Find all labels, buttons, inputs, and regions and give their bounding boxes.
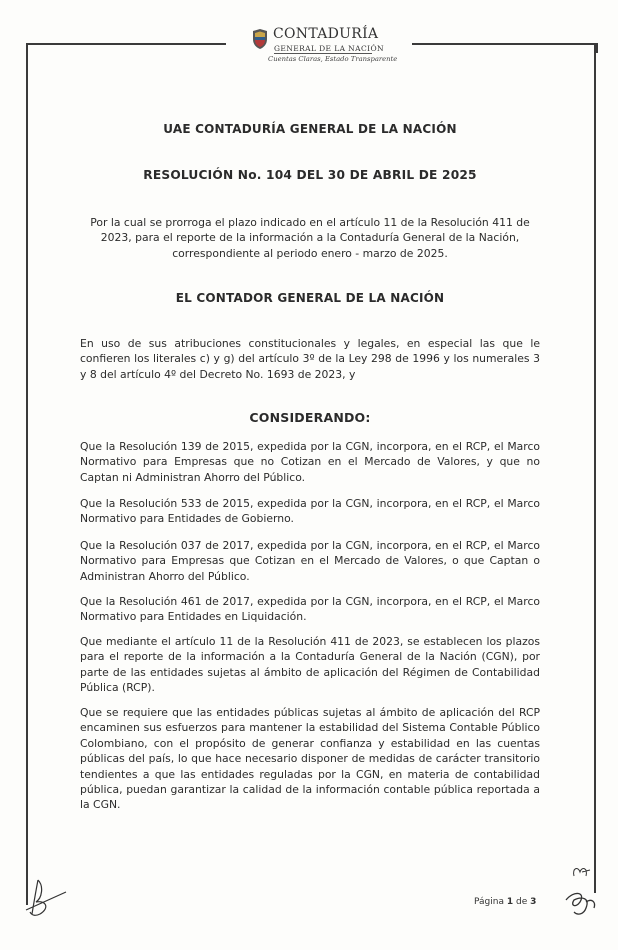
page-number [474,897,536,907]
consideration-paragraph: Que se requiere que las entidades públicas sujetas al ámbito de aplicación del RCP encaminen sus esfuerzos para mantener la estabilidad del Sistema Contable Público Colombiano, con el propósito de generar confianza y estabilidad en las cuentas públicas del país, lo que hace necesario disponer de medidas de carácter transitorio tendientes a que las entidades reguladas por la CGN, en materia de contabilidad pública, puedan garantizar la calidad de la información contable pública reportada a la CGN. [80,706,540,812]
consideration-paragraph: Que la Resolución 533 de 2015, expedida por la CGN, incorpora, en el RCP, el Marco Normativo para Entidades de Gobierno. [80,497,540,526]
frame-corner-top-right [412,43,598,53]
initials-left-signature [22,872,72,922]
initials-right-signature [556,862,606,922]
page-total: 3 [530,897,537,907]
frame-corner-top-left [26,43,226,53]
cgn-logo [246,24,398,68]
entity-heading: UAE CONTADURÍA GENERAL DE LA NACIÓN [163,122,457,136]
consideration-paragraph: Que la Resolución 461 de 2017, expedida por la CGN, incorpora, en el RCP, el Marco Normativo para Entidades en Liquidación. [80,595,540,624]
frame-line-left [26,43,28,905]
consideration-paragraph: Que la Resolución 139 de 2015, expedida por la CGN, incorpora, en el RCP, el Marco Normativo para Empresas que no Cotizan en el Mercado de Valores, y que no Captan ni Administran Ahorro del Público. [80,440,540,484]
consideration-paragraph: Que la Resolución 037 de 2017, expedida por la CGN, incorpora, en el RCP, el Marco Normativo para Empresas que Cotizan en el Mercado de Valores, o que Captan o Administran Ahorro del Público. [80,539,540,583]
resolution-purpose: Por la cual se prorroga el plazo indicado en el artículo 11 de la Resolución 411 de 2023, para el reporte de la información a la Contaduría General de la Nación, correspondiente al periodo enero - marzo de 2025. [90,216,530,260]
considerando-heading: CONSIDERANDO: [249,410,371,425]
authority-heading: EL CONTADOR GENERAL DE LA NACIÓN [175,291,445,305]
consideration-paragraph: Que mediante el artículo 11 de la Resolución 411 de 2023, se establecen los plazos para el reporte de la información a la Contaduría General de la Nación (CGN), por parte de las entidades sujetas al ámbito de aplicación del Régimen de Contabilidad Pública (RCP). [80,635,540,695]
logo-divider [274,53,372,54]
page-word: Página [474,897,504,907]
page-current: 1 [506,897,514,907]
powers-paragraph: En uso de sus atribuciones constitucionales y legales, en especial las que le confieren los literales c) y g) del artículo 3º de la Ley 298 de 1996 y los numerales 3 y 8 del artículo 4º del Decreto No. 1693 de 2023, y [80,337,540,381]
logo-slogan: Cuentas Claras, Estado Transparente [268,55,398,63]
coat-of-arms-icon [250,28,270,50]
page-of: de [516,897,528,907]
frame-line-right [594,43,596,893]
logo-name: CONTADURÍA [273,26,379,42]
resolution-title: RESOLUCIÓN No. 104 DEL 30 DE ABRIL DE 2025 [143,168,477,182]
logo-subtitle: GENERAL DE LA NACIÓN [274,44,384,53]
